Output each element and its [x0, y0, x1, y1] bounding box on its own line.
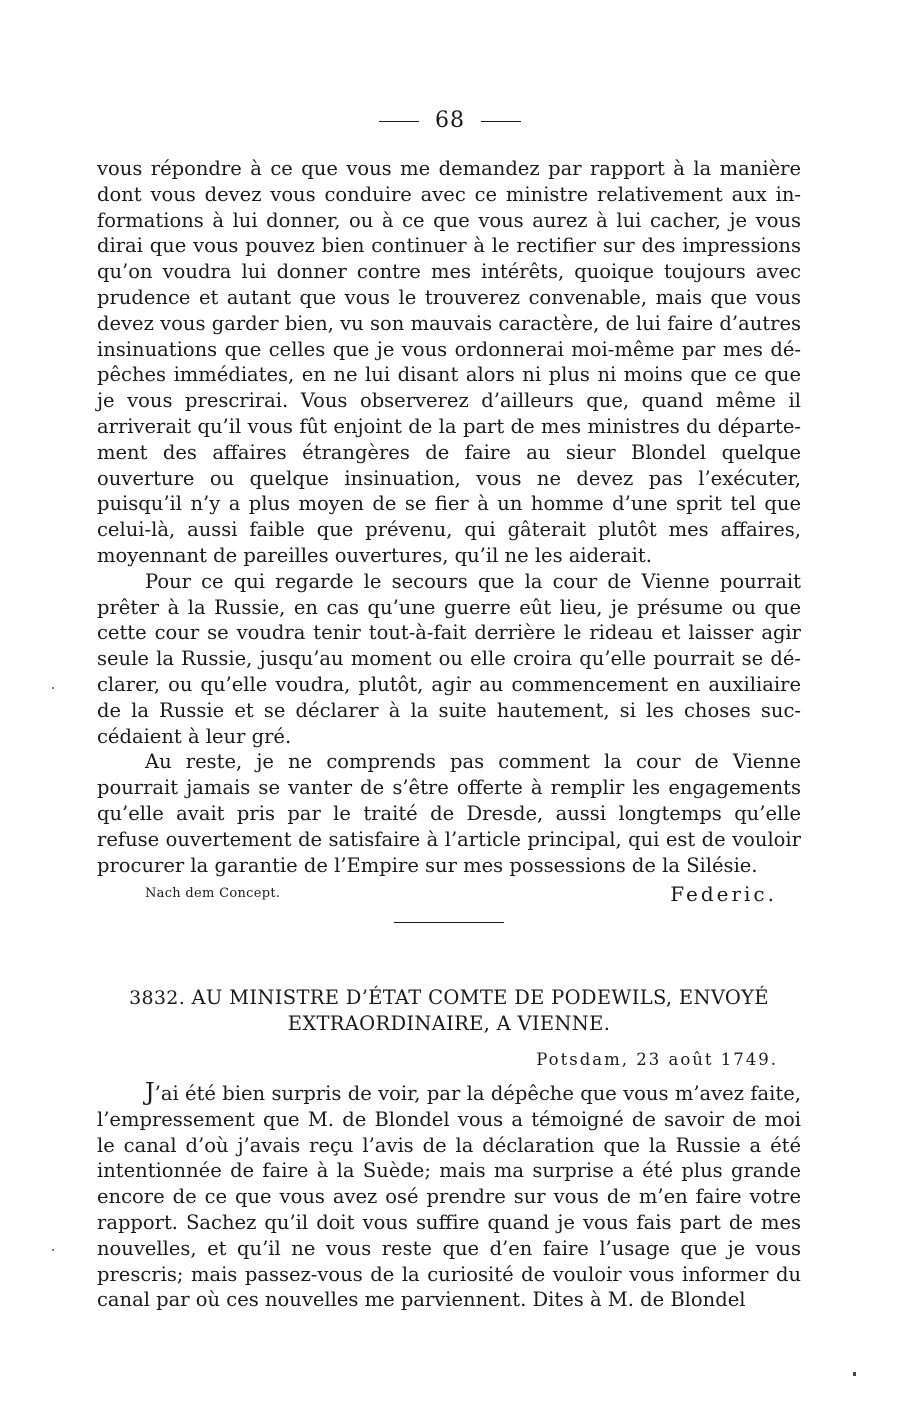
header-dash-right [481, 121, 521, 122]
letter-heading [97, 985, 801, 1037]
header-dash-left [379, 121, 419, 122]
margin-mark [52, 687, 54, 689]
letter-body [97, 1080, 801, 1313]
signature: Federic. [670, 882, 777, 906]
drop-cap: J [145, 1078, 155, 1106]
source-note: Nach dem Concept. [145, 886, 281, 901]
heading-title: AU MINISTRE D’ÉTAT COMTE DE PODEWILS, ENVOYÉ [191, 986, 769, 1009]
paragraph-1: vous répondre à ce que vous me demandez par rapport à la manière dont vous devez vous conduire avec ce ministre relativement aux informations à lui donner, ou à ce que vous aurez à lui cacher, je vous dirai que vous pouvez bien continuer à le rectifier sur des impressions qu’on voudra lui donner contre mes intérêts, quoique toujours avec prudence et autant que vous le trouverez convenable, mais que vous devez vous garder bien, vu son mauvais caractère, de lui faire d’autres insinuations que celles que je vous ordonnerai moi-même par mes dépêches immédiates, en ne lui disant alors ni plus ni moins que ce que je vous prescrirai. Vous observerez d’ailleurs que, quand même il arriverait qu’il vous fût enjoint de la part de mes ministres du département des affaires étrangères de faire au sieur Blondel quelque ouverture ou quelque insinuation, vous ne devez pas l’exécuter, puisqu’il n’y a plus moyen de se fier à un homme d’une sprit tel que celui-là, aussi faible que prévenu, qui gâterait plutôt mes affaires, moyennant de pareilles ouvertures, qu’il ne les aiderait. [97, 157, 801, 567]
section-divider [394, 922, 504, 923]
heading-line-2: EXTRAORDINAIRE, A VIENNE. [287, 1012, 611, 1035]
page-number: 68 [435, 108, 465, 133]
paragraph-2: Pour ce qui regarde le secours que la cour de Vienne pourrait prêter à la Russie, en cas qu’une guerre eût lieu, je présume ou que cette cour se voudra tenir tout-à-fait derrière le rideau et laisser agir seule la Russie, jusqu’au moment ou elle croira qu’elle pourrait se déclarer, ou qu’elle voudra, plutôt, agir au commencement en auxiliaire de la Russie et se déclarer à la suite hautement, si les choses succédaient à leur gré. [97, 569, 801, 748]
letter-continuation [97, 156, 801, 878]
page-number-header [0, 108, 900, 133]
margin-mark [52, 1249, 54, 1251]
letter-paragraph-text: ’ai été bien surpris de voir, par la dépêche que vous m’avez faite, l’empressement que M. de Blondel vous a témoigné de savoir de moi le canal d’où j’avais reçu l’avis de la déclaration que la Russie a été intentionnée de faire à la Suède; mais ma surprise a été plus grande encore de ce que vous avez osé prendre sur vous de m’en faire votre rapport. Sachez qu’il doit vous suffire quand je vous fais part de mes nouvelles, et qu’il ne vous reste que d’en faire l’usage que je vous prescris; mais passez-vous de la curiosité de vouloir vous informer du canal par où ces nouvelles me parviennent. Dites à M. de Blondel [97, 1082, 801, 1312]
closing-row [145, 882, 777, 908]
corner-mark [853, 1372, 856, 1376]
letter-paragraph [97, 1080, 801, 1313]
letter-number: 3832. [129, 987, 186, 1009]
heading-line-1 [97, 985, 801, 1011]
dateline: Potsdam, 23 août 1749. [536, 1050, 778, 1069]
paragraph-3: Au reste, je ne comprends pas comment la cour de Vienne pourrait jamais se vanter de s’être offerte à remplir les engagements qu’elle avait pris par le traité de Dresde, aussi longtemps qu’elle refuse ouvertement de satisfaire à l’article principal, qui est de vouloir procurer la garantie de l’Empire sur mes possessions de la Silésie. [97, 750, 801, 877]
